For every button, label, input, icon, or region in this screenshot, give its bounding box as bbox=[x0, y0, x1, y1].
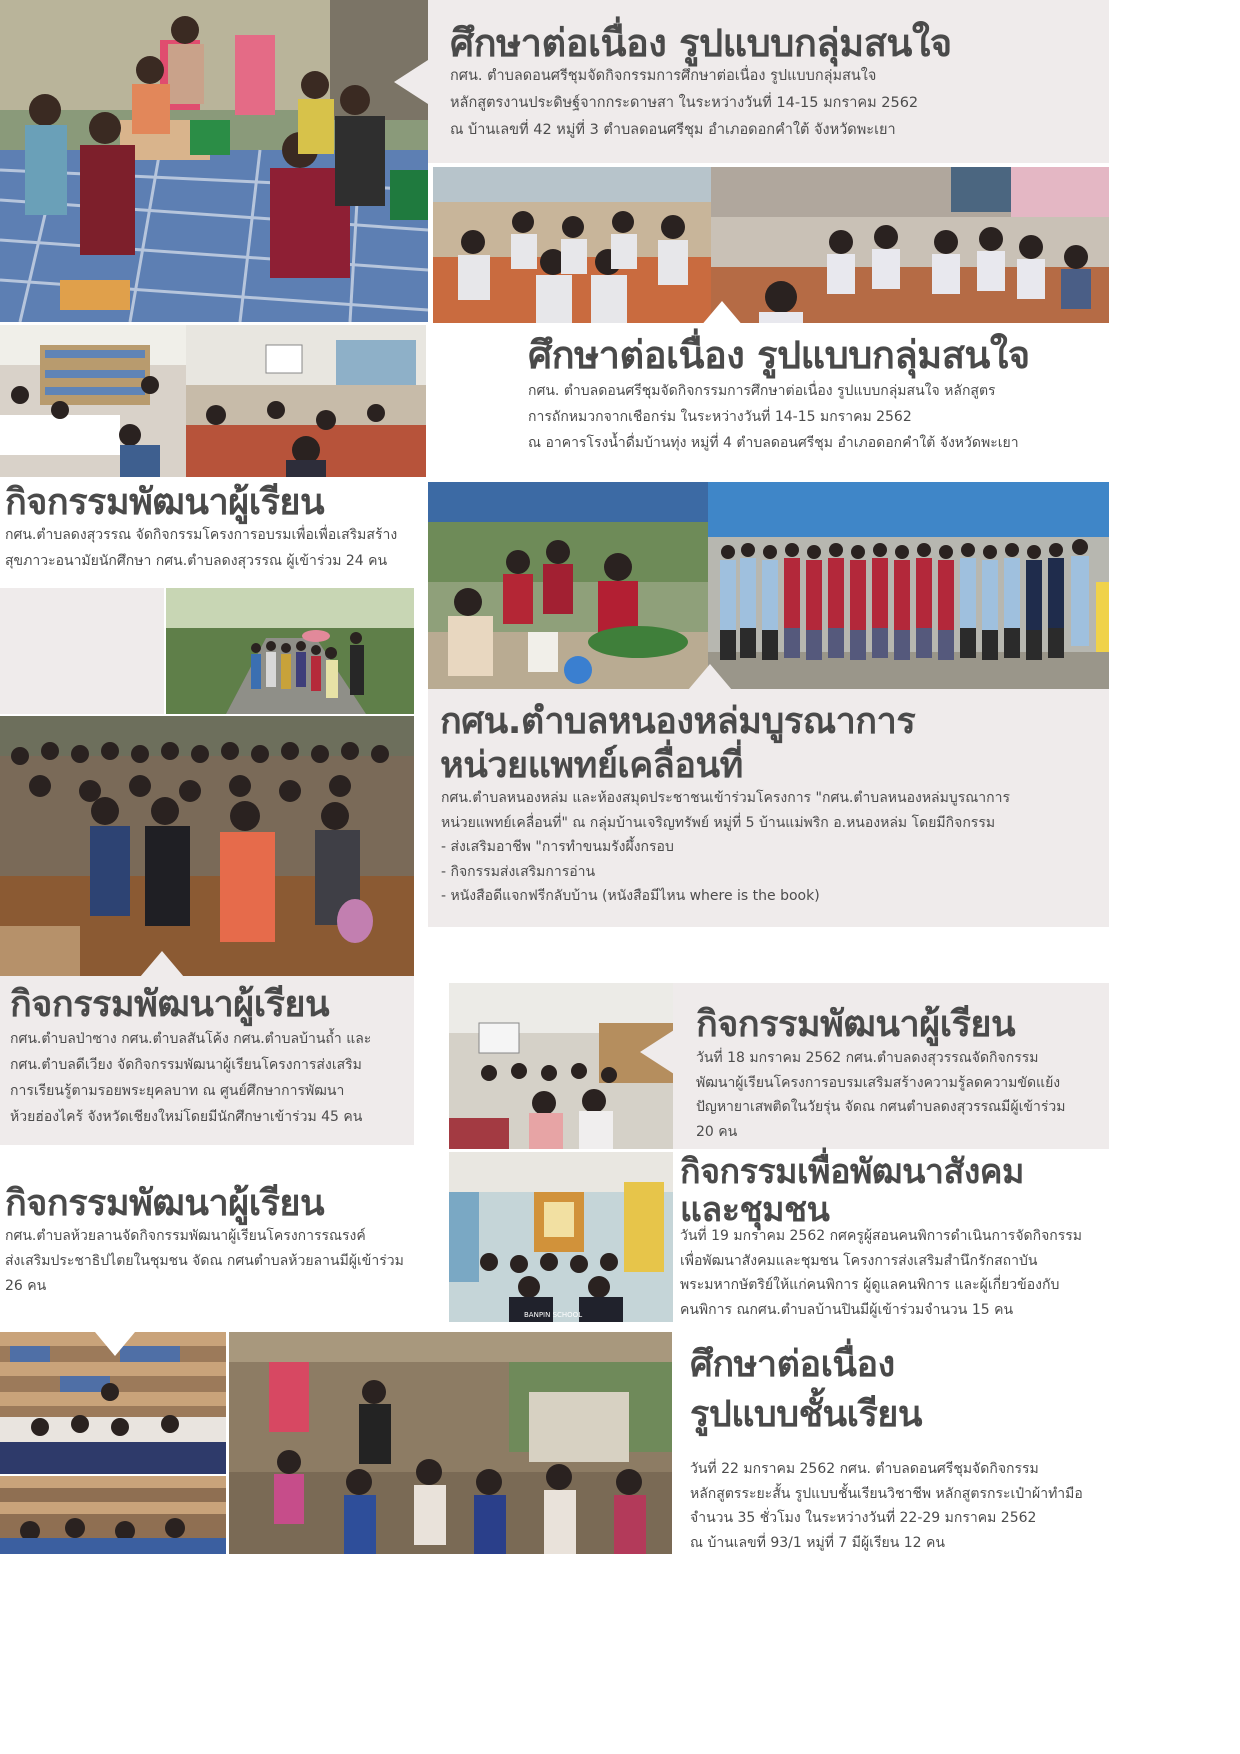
section-body bbox=[528, 378, 1019, 456]
title-line: ศึกษาต่อเนื่อง bbox=[690, 1344, 895, 1385]
body-line: ส่งเสริมประชาธิปไตยในชุมชน จัดณ กศนตำบลห้วยลานมีผู้เข้าร่วม bbox=[5, 1253, 404, 1269]
photo-paper-craft-group bbox=[0, 0, 428, 322]
section-title: กิจกรรมพัฒนาผู้เรียน bbox=[5, 482, 325, 523]
section-title: ศึกษาต่อเนื่อง รูปแบบกลุ่มสนใจ bbox=[528, 333, 1030, 377]
panel-blank-accent bbox=[0, 588, 164, 714]
shirt-print-text: BANPIN SCHOOL bbox=[524, 1311, 583, 1319]
body-line: วันที่ 22 มกราคม 2562 กศน. ตำบลดอนศรีชุมจัดกิจกรรม bbox=[690, 1461, 1039, 1477]
body-line: กศน.ตำบลป่าซาง กศน.ตำบลสันโค้ง กศน.ตำบลบ้านถ้ำ และ bbox=[10, 1031, 372, 1047]
title-line: กศน.ตำบลหนองหล่มบูรณาการ bbox=[440, 701, 916, 742]
section-title bbox=[440, 700, 915, 788]
body-line: ณ บ้านเลขที่ 42 หมู่ที่ 3 ตำบลดอนศรีชุม อำเภอดอกคำใต้ จังหวัดพะเยา bbox=[450, 122, 896, 138]
panel-pointer bbox=[700, 301, 744, 327]
body-line: - หนังสือดีแจกฟรีกลับบ้าน (หนังสือมีไหน where is the book) bbox=[441, 888, 820, 904]
body-line: คนพิการ ณกศน.ตำบลบ้านปินมีผู้เข้าร่วมจำนวน 15 คน bbox=[680, 1301, 1014, 1318]
section-title bbox=[680, 1153, 1024, 1229]
body-line: หน่วยแพทย์เคลื่อนที่" ณ กลุ่มบ้านเจริญทรัพย์ หมู่ที่ 5 บ้านแม่พริก อ.หนองหล่ม โดยมีกิจกรรม bbox=[441, 814, 996, 831]
section-title: กิจกรรมพัฒนาผู้เรียน bbox=[696, 1004, 1016, 1045]
section-body bbox=[696, 1046, 1065, 1144]
section-body bbox=[5, 522, 397, 574]
photo-fabric-bag-class bbox=[229, 1332, 672, 1554]
section-title bbox=[690, 1340, 922, 1440]
body-line: กศน.ตำบลหนองหล่ม และห้องสมุดประชาชนเข้าร่วมโครงการ "กศน.ตำบลหนองหล่มบูรณาการ bbox=[441, 790, 1010, 806]
photo-banpin-school-event bbox=[449, 1152, 673, 1322]
section-title: ศึกษาต่อเนื่อง รูปแบบกลุ่มสนใจ bbox=[450, 21, 952, 65]
body-line: ปัญหายาเสพติดในวัยรุ่น จัดณ กศนตำบลดงสุวรรณมีผู้เข้าร่วม bbox=[696, 1099, 1066, 1115]
body-line: พัฒนาผู้เรียนโครงการอบรมเสริมสร้างความรู้ลดความขัดแย้ง bbox=[696, 1074, 1061, 1091]
body-line: 26 คน bbox=[5, 1278, 47, 1294]
photo-group-mobile-unit bbox=[708, 482, 1109, 689]
body-line: หลักสูตรระยะสั้น รูปแบบชั้นเรียนวิชาชีพ หลักสูตรกระเป๋าผ้าทำมือ bbox=[690, 1485, 1083, 1502]
body-line: หลักสูตรงานประดิษฐ์จากกระดาษสา ในระหว่างวันที่ 14-15 มกราคม 2562 bbox=[450, 95, 919, 111]
photo-library-students bbox=[0, 325, 186, 477]
section-body bbox=[10, 1026, 371, 1130]
body-line: วันที่ 19 มกราคม 2562 กศครูผู้สอนคนพิการดำเนินการจัดกิจกรรม bbox=[680, 1228, 1083, 1244]
body-line: - กิจกรรมส่งเสริมการอ่าน bbox=[441, 863, 596, 880]
body-line: การถักหมวกจากเชือกร่ม ในระหว่างวันที่ 14-15 มกราคม 2562 bbox=[528, 409, 912, 425]
photo-hat-weaving-2 bbox=[711, 167, 1109, 323]
body-line: วันที่ 18 มกราคม 2562 กศน.ตำบลดงสุวรรณจัดกิจกรรม bbox=[696, 1050, 1039, 1066]
title-line: และชุมชน bbox=[680, 1190, 830, 1230]
body-line: ณ อาคารโรงน้ำดื่มบ้านทุ่ง หมู่ที่ 4 ตำบลดอนศรีชุม อำเภอดอกคำใต้ จังหวัดพะเยา bbox=[528, 435, 1019, 451]
photo-hat-weaving-1 bbox=[433, 167, 711, 323]
body-line: ห้วยฮ่องไคร้ จังหวัดเชียงใหม่โดยมีนักศึกษาเข้าร่วม 45 คน bbox=[10, 1109, 363, 1125]
panel-pointer bbox=[140, 951, 184, 977]
section-body bbox=[450, 63, 918, 144]
photo-cooking-honeycomb bbox=[428, 482, 708, 689]
section-title: กิจกรรมพัฒนาผู้เรียน bbox=[10, 984, 330, 1025]
panel-pointer bbox=[640, 1030, 674, 1074]
photo-classroom-lecture bbox=[186, 325, 426, 477]
panel-pointer bbox=[394, 60, 428, 104]
body-line: เพื่อพัฒนาสังคมและชุมชน โครงการส่งเสริมสำนึกรักสถาบัน bbox=[680, 1252, 1038, 1269]
body-line: กศน. ตำบลดอนศรีชุมจัดกิจกรรมการศึกษาต่อเนื่อง รูปแบบกลุ่มสนใจ bbox=[450, 68, 877, 84]
body-line: กศน.ตำบลดงสุวรรณ จัดกิจกรรมโครงการอบรมเพื่อเพื่อเสริมสร้าง bbox=[5, 527, 398, 543]
body-line: กศน.ตำบลห้วยลานจัดกิจกรรมพัฒนาผู้เรียนโครงการรณรงค์ bbox=[5, 1228, 366, 1244]
photo-walking-group bbox=[166, 588, 414, 714]
body-line: - ส่งเสริมอาชีพ "การทำขนมรังผึ้งกรอบ bbox=[441, 839, 674, 855]
panel-pointer bbox=[688, 664, 732, 690]
title-line: รูปแบบชั้นเรียน bbox=[690, 1394, 922, 1435]
photo-library-class-2 bbox=[0, 1476, 226, 1554]
body-line: พระมหากษัตริย์ให้แก่คนพิการ ผู้ดูแลคนพิการ และผู้เกี่ยวข้องกับ bbox=[680, 1277, 1060, 1293]
body-line: สุขภาวะอนามัยนักศึกษา กศน.ตำบลดงสุวรรณ ผู้เข้าร่วม 24 คน bbox=[5, 553, 388, 569]
title-line: กิจกรรมเพื่อพัฒนาสังคม bbox=[680, 1152, 1024, 1192]
body-line: กศน. ตำบลดอนศรีชุมจัดกิจกรรมการศึกษาต่อเนื่อง รูปแบบกลุ่มสนใจ หลักสูตร bbox=[528, 383, 996, 399]
section-title: กิจกรรมพัฒนาผู้เรียน bbox=[5, 1183, 325, 1224]
section-body bbox=[680, 1224, 1082, 1322]
body-line: 20 คน bbox=[696, 1123, 738, 1140]
panel-pointer bbox=[95, 1332, 135, 1356]
section-body bbox=[690, 1457, 1083, 1555]
body-line: ณ บ้านเลขที่ 93/1 หมู่ที่ 7 มีผู้เรียน 12 คน bbox=[690, 1534, 945, 1551]
section-body bbox=[441, 786, 1010, 909]
body-line: จำนวน 35 ชั่วโมง ในระหว่างวันที่ 22-29 มกราคม 2562 bbox=[690, 1510, 1037, 1526]
photo-seated-audience bbox=[0, 716, 414, 976]
section-body bbox=[5, 1224, 404, 1299]
body-line: กศน.ตำบลดีเวียง จัดกิจกรรมพัฒนาผู้เรียนโครงการส่งเสริม bbox=[10, 1057, 362, 1073]
body-line: การเรียนรู้ตามรอยพระยุคลบาท ณ ศูนย์ศึกษาการพัฒนา bbox=[10, 1083, 345, 1099]
title-line: หน่วยแพทย์เคลื่อนที่ bbox=[440, 745, 743, 786]
